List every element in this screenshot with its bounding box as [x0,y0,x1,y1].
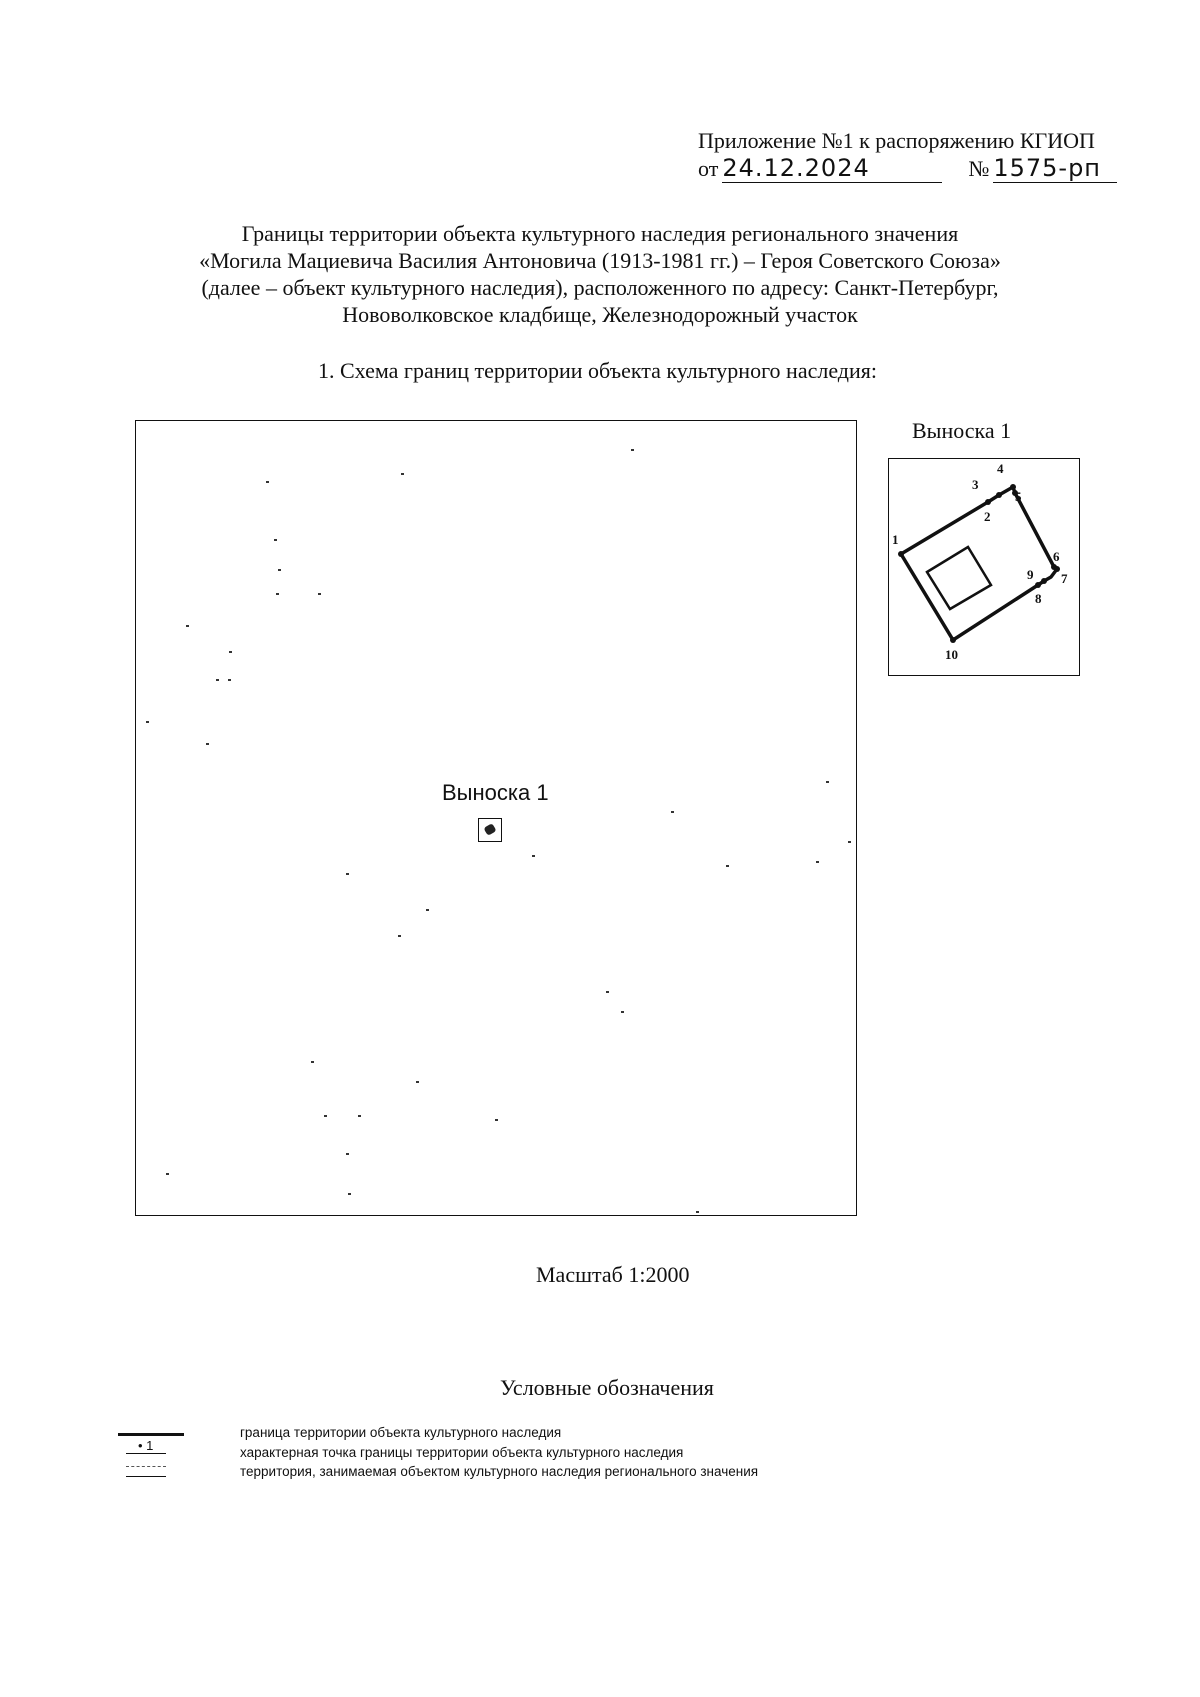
point-label-1: 1 [892,532,899,547]
document-title [130,220,1070,328]
legend-item-boundary: граница территории объекта культурного наследия [240,1425,562,1440]
callout-title: Выноска 1 [912,418,1012,443]
boundary-point-2 [985,499,991,505]
legend-point-symbol: • 1 [138,1438,154,1453]
legend-title: Условные обозначения [500,1375,714,1400]
title-line-4: Нововолковское кладбище, Железнодорожный участок [342,302,858,327]
legend-item-area: территория, занимаемая объектом культурного наследия регионального значения [240,1464,759,1479]
handwritten-date: 24.12.2024 [722,154,942,183]
legend-area-symbol-dashed [126,1466,166,1467]
point-label-7: 7 [1061,571,1068,586]
map-callout-marker [478,818,502,842]
legend-point-underline [126,1453,166,1454]
title-line-3: (далее – объект культурного наследия), расположенного по адресу: Санкт-Петербург, [201,275,999,300]
point-label-9: 9 [1027,567,1034,582]
boundary-point-8 [1035,582,1041,588]
point-label-10: 10 [945,647,958,662]
point-label-5: 5 [1015,489,1022,504]
scale-label: Масштаб 1:2000 [536,1262,690,1287]
handwritten-number: 1575-рп [993,154,1117,183]
map-callout-label: Выноска 1 [442,780,549,805]
point-label-8: 8 [1035,591,1042,606]
legend-item-point: характерная точка границы территории объекта культурного наследия [240,1445,684,1460]
point-label-3: 3 [972,477,979,492]
title-line-2: «Могила Мациевича Василия Антоновича (1913-1981 гг.) – Героя Советского Союза» [199,248,1001,273]
boundary-point-9 [1041,578,1047,584]
boundary-point-10 [950,637,956,643]
appendix-date-number [698,154,1117,183]
point-label-4: 4 [997,461,1004,476]
legend-boundary-symbol [118,1433,184,1436]
point-label-6: 6 [1053,549,1060,564]
callout-frame [888,458,1080,676]
appendix-title: Приложение №1 к распоряжению КГИОП [698,128,1095,153]
boundary-point-7 [1054,566,1060,572]
date-prefix: от [698,156,719,181]
legend-area-symbol-solid [126,1476,166,1477]
callout-diagram [889,459,1079,675]
boundary-point-3 [996,492,1002,498]
boundary-point-1 [898,551,904,557]
object-location-marker [483,823,496,836]
occupied-area [927,547,991,609]
section-heading: 1. Схема границ территории объекта культурного наследия: [318,358,878,383]
title-line-1: Границы территории объекта культурного наследия регионального значения [241,221,959,246]
number-prefix: № [968,156,990,181]
point-label-2: 2 [984,509,991,524]
